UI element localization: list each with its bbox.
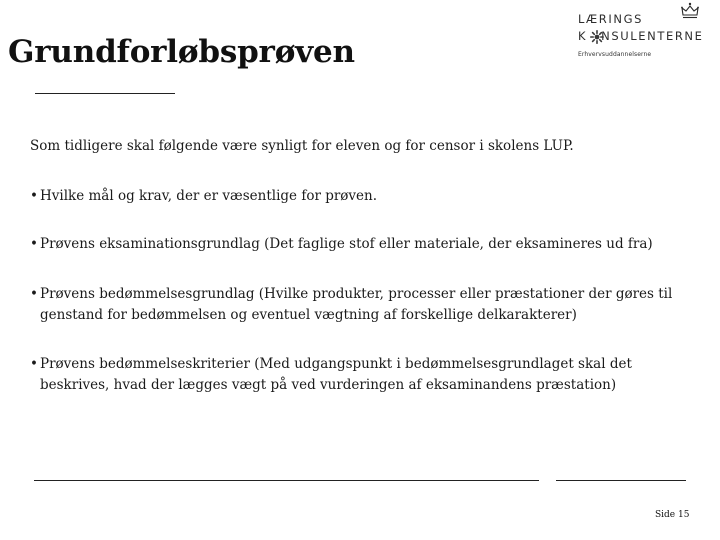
logo-line-2-end: NSULENTERNE <box>601 29 704 43</box>
bullet-text: Prøvens eksaminationsgrundlag (Det faglige stof eller materiale, der eksamineres ud fra) <box>40 236 653 252</box>
sun-icon <box>590 30 604 44</box>
footer-rule-right <box>556 480 686 481</box>
footer-rule-left <box>34 480 539 481</box>
slide-title: Grundforløbsprøven <box>8 34 355 70</box>
crown-icon <box>680 2 700 20</box>
page-number: Side 15 <box>655 510 690 520</box>
bullet-item <box>30 354 695 396</box>
bullet-text: Prøvens bedømmelseskriterier (Med udgangspunkt i bedømmelsesgrundlaget skal det beskrives, hvad der lægges vægt på ved vurderingen af eksaminandens præstation) <box>40 356 632 393</box>
bullet-glyph: • <box>30 356 38 372</box>
logo-line-1: LÆRINGS <box>578 12 644 26</box>
bullet-text: Prøvens bedømmelsesgrundlag (Hvilke produkter, processer eller præstationer der gøres til genstand for bedømmelsen og eventuel vægtning af forskellige delkarakterer) <box>40 286 673 323</box>
bullet-item <box>30 186 695 207</box>
bullet-glyph: • <box>30 236 38 252</box>
bullet-text: Hvilke mål og krav, der er væsentlige for prøven. <box>40 188 378 204</box>
logo-subtitle: Erhvervsuddannelserne <box>578 51 652 58</box>
bullet-item <box>30 284 695 326</box>
title-underline <box>35 93 175 94</box>
bullet-item <box>30 234 695 255</box>
bullet-glyph: • <box>30 286 38 302</box>
intro-text: Som tidligere skal følgende være synligt for eleven og for censor i skolens LUP. <box>30 138 574 154</box>
bullet-glyph: • <box>30 188 38 204</box>
logo-line-2-start: K <box>578 29 588 43</box>
